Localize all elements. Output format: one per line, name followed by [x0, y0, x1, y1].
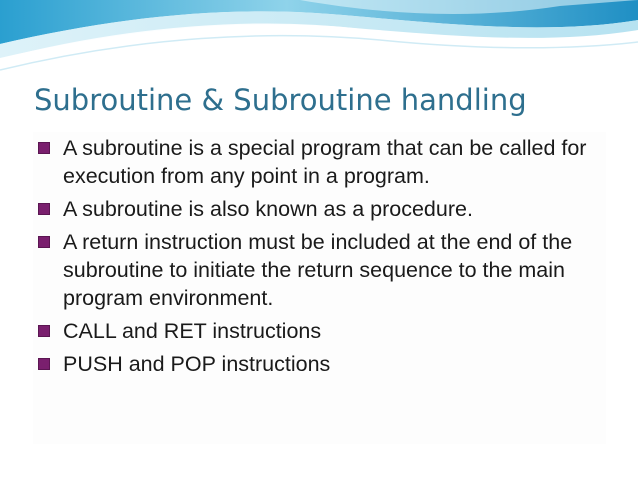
bullet-text: A return instruction must be included at the end of the subroutine to initiate the return sequence to the main program environment.	[63, 230, 573, 310]
bullet-text: PUSH and POP instructions	[63, 352, 331, 376]
square-bullet-icon	[38, 203, 50, 215]
bullet-item-subroutine-definition	[35, 134, 605, 190]
square-bullet-icon	[38, 358, 50, 370]
slide-title: Subroutine & Subroutine handling	[34, 83, 527, 117]
bullet-text: A subroutine is also known as a procedure.	[63, 197, 473, 221]
square-bullet-icon	[38, 236, 50, 248]
square-bullet-icon	[38, 325, 50, 337]
wave-header-decoration	[0, 0, 638, 80]
bullet-list	[35, 134, 605, 383]
square-bullet-icon	[38, 142, 50, 154]
bullet-item-call-ret	[35, 317, 605, 345]
bullet-text: A subroutine is a special program that can be called for execution from any point in a program.	[63, 136, 587, 188]
bullet-item-return-instruction	[35, 228, 605, 312]
bullet-item-push-pop	[35, 350, 605, 378]
bullet-text: CALL and RET instructions	[63, 319, 322, 343]
bullet-item-procedure	[35, 195, 605, 223]
